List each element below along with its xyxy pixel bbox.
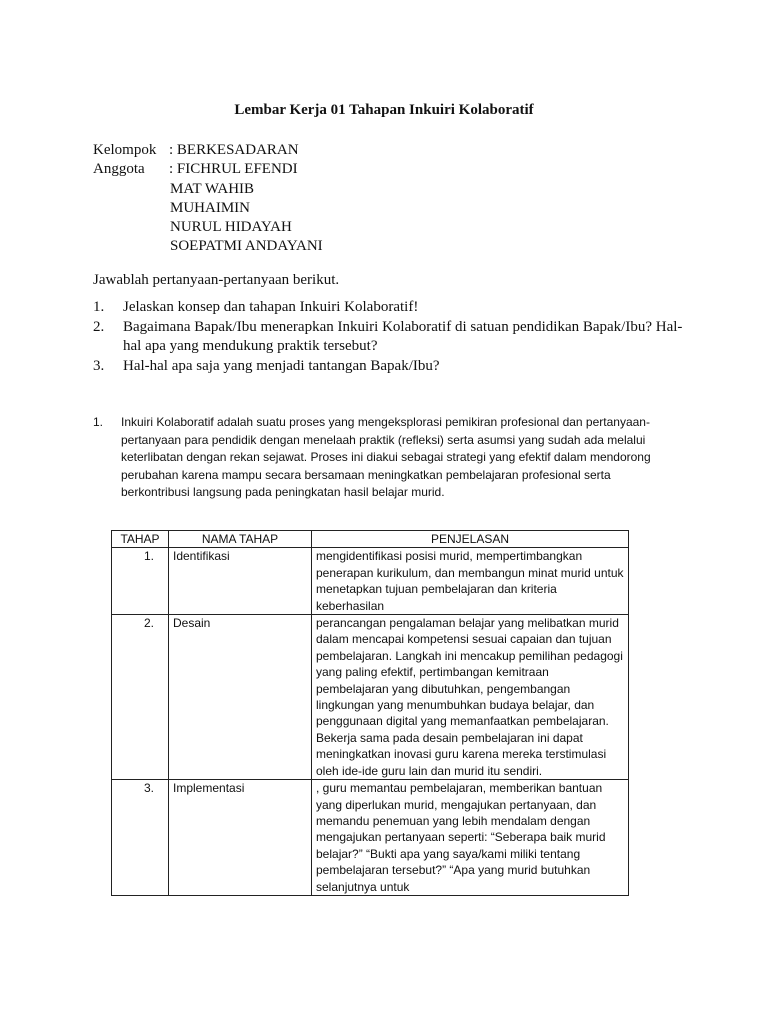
question-number: 2. xyxy=(93,318,105,335)
answer-number: 1. xyxy=(93,415,104,429)
anggota-row xyxy=(93,160,323,179)
anggota-first-member: : FICHRUL EFENDI xyxy=(169,161,298,178)
table-row xyxy=(112,780,629,896)
table-header-row xyxy=(112,531,629,548)
question-list xyxy=(93,298,683,376)
question-text: Bagaimana Bapak/Ibu menerapkan Inkuiri Kolaboratif di satuan pendidikan Bapak/Ibu? Hal-hal apa yang mendukung praktik tersebut? xyxy=(123,318,683,354)
stages-table xyxy=(111,530,629,896)
stage-number: 1. xyxy=(112,548,169,615)
stage-description: mengidentifikasi posisi murid, mempertimbangkan penerapan kurikulum, dan membangun minat murid untuk menetapkan tujuan pembelajaran dan kriteria keberhasilan xyxy=(312,548,629,615)
question-text: Jelaskan konsep dan tahapan Inkuiri Kolaboratif! xyxy=(123,299,419,315)
stage-description: perancangan pengalaman belajar yang melibatkan murid dalam mencapai kompetensi sesuai capaian dan tujuan pembelajaran. Langkah ini mencakup pemilihan pedagogi yang paling efektif, pertimbangan kemitraan pembelajaran yang dibutuhkan, pengembangan lingkungan yang menumbuhkan budaya belajar, dan penggunaan digital yang memanfaatkan pembelajaran. Bekerja sama pada desain pembelajaran ini dapat meningkatkan inovasi guru karena mereka terstimulasi oleh ide-ide guru lain dan murid itu sendiri. xyxy=(312,615,629,780)
kelompok-label: Kelompok xyxy=(93,142,157,158)
kelompok-value: : BERKESADARAN xyxy=(169,142,299,158)
question-text: Hal-hal apa saja yang menjadi tantangan Bapak/Ibu? xyxy=(123,357,440,374)
question-item xyxy=(93,357,683,377)
question-item xyxy=(93,318,683,357)
kelompok-row xyxy=(93,141,323,160)
stage-name: Implementasi xyxy=(169,780,312,896)
member-name: SOEPATMI ANDAYANI xyxy=(170,238,323,255)
stage-name: Desain xyxy=(169,615,312,780)
answer-paragraph xyxy=(93,414,673,502)
stage-number: 3. xyxy=(112,780,169,896)
header-tahap: TAHAP xyxy=(112,531,169,548)
stage-description: , guru memantau pembelajaran, memberikan bantuan yang diperlukan murid, mengajukan pertanyaan, dan memandu penemuan yang lebih mendalam dengan mengajukan pertanyaan seperti: “Seberapa baik murid belajar?” “Bukti apa yang saya/kami miliki tentang pembelajaran tersebut?” “Apa yang murid butuhkan selanjutnya untuk xyxy=(312,780,629,896)
member-name: MAT WAHIB xyxy=(170,180,255,197)
document-title: Lembar Kerja 01 Tahapan Inkuiri Kolaboratif xyxy=(234,102,534,118)
stage-name: Identifikasi xyxy=(169,548,312,615)
table-row xyxy=(112,548,629,615)
question-item xyxy=(93,298,683,318)
member-name: NURUL HIDAYAH xyxy=(170,219,292,236)
question-number: 3. xyxy=(93,357,105,374)
group-info xyxy=(93,141,323,257)
table-row xyxy=(112,615,629,780)
member-name: MUHAIMIN xyxy=(170,199,250,216)
instruction-text: Jawablah pertanyaan-pertanyaan berikut. xyxy=(93,272,340,288)
header-nama-tahap: NAMA TAHAP xyxy=(169,531,312,548)
answer-text: Inkuiri Kolaboratif adalah suatu proses yang mengeksplorasi pemikiran profesional dan pertanyaan-pertanyaan para pendidik dengan menelaah praktik (refleksi) serta asumsi yang sudah ada melalui keterlibatan dengan rekan sejawat. Proses ini diakui sebagai strategi yang efektif dalam mendorong perubahan karena mampu secara bersamaan meningkatkan pembelajaran profesional serta berkontribusi langsung pada peningkatan hasil belajar murid. xyxy=(121,415,651,500)
stage-number: 2. xyxy=(112,615,169,780)
question-number: 1. xyxy=(93,299,105,315)
header-penjelasan: PENJELASAN xyxy=(312,531,629,548)
anggota-label: Anggota xyxy=(93,161,145,178)
